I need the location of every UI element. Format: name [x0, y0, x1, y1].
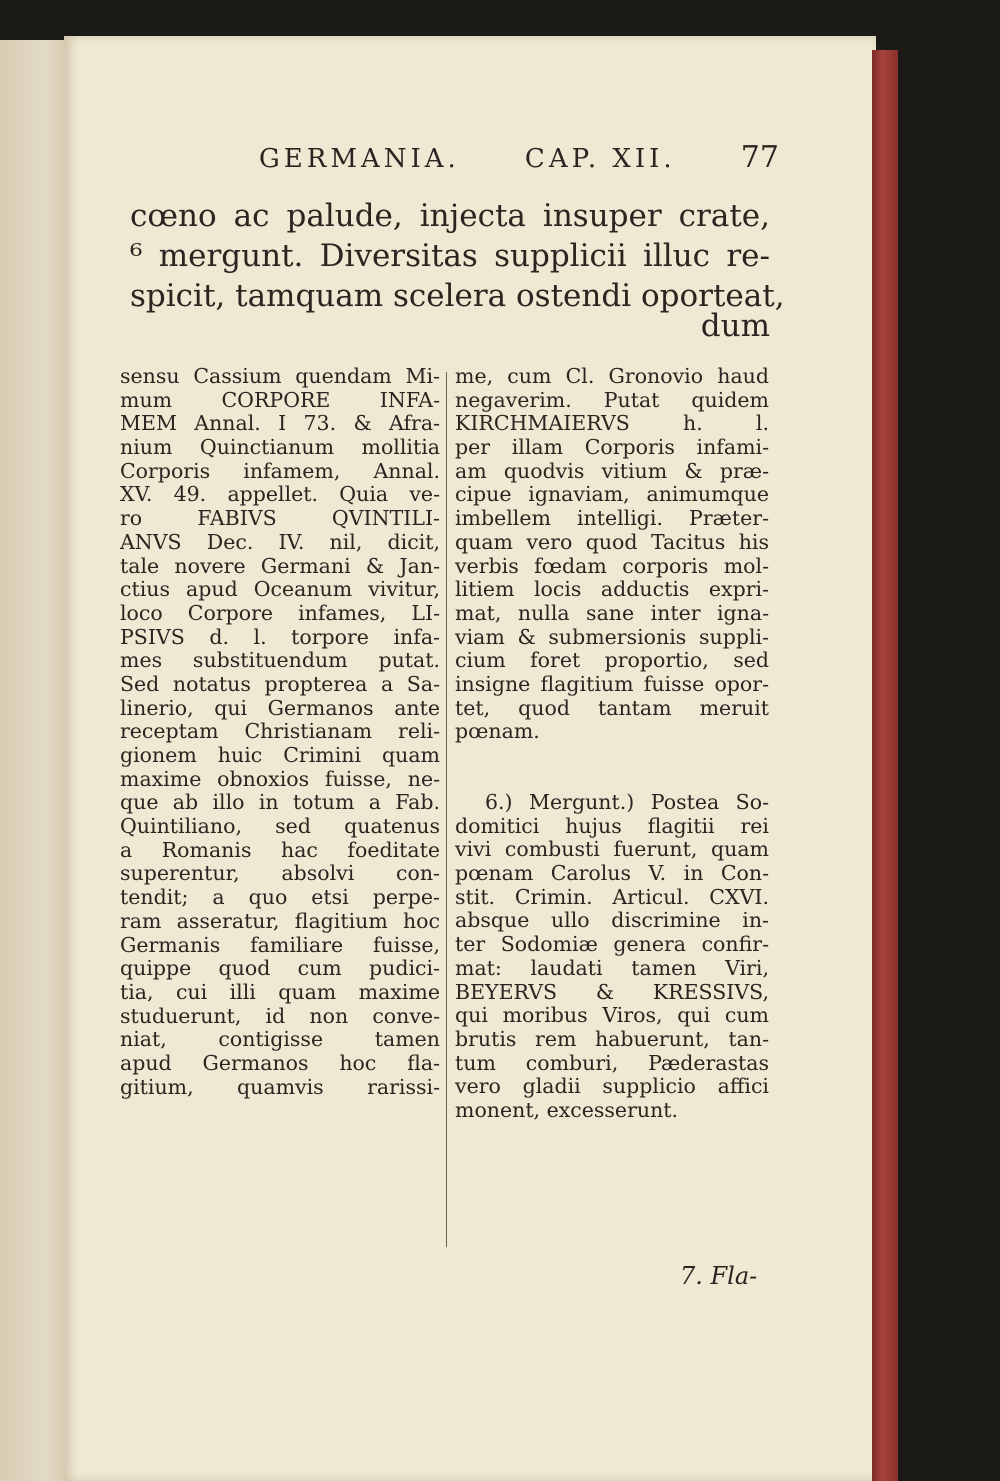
footnote-line: que ab illo in totum a Fab.	[120, 790, 440, 815]
catchword: 7. Fla-	[680, 1262, 758, 1290]
footnote-line: stit. Crimin. Articul. CXVI.	[455, 884, 769, 909]
footnote-line: am quodvis vitium & præ-	[455, 458, 769, 483]
footnote-line: studuerunt, id non conve-	[120, 1003, 440, 1028]
footnote-line: ro FABIVS QVINTILI-	[120, 506, 440, 531]
main-text-line: cœno ac palude, injecta insuper crate,	[130, 198, 770, 234]
footnote-line: mum CORPORE INFA-	[120, 387, 440, 412]
footnote-line: mat: laudati tamen Viri,	[455, 955, 769, 980]
footnote-line: monent, excesserunt.	[455, 1097, 679, 1122]
footnote-gap	[455, 744, 769, 791]
footnote-line: imbellem intelligi. Præter-	[455, 506, 769, 531]
running-head-title: GERMANIA.	[259, 144, 460, 174]
footnote-line: brutis rem habuerunt, tan-	[455, 1026, 769, 1051]
footnote-line: BEYERVS & KRESSIVS,	[455, 979, 769, 1004]
footnote-line: quam vero quod Tacitus his	[455, 529, 769, 554]
footnote-line: Corporis infamem, Annal.	[120, 458, 440, 483]
footnote-line: sensu Cassium quendam Mi-	[120, 364, 440, 388]
footnote-line: Germanis familiare fuisse,	[120, 932, 440, 957]
footnote-line: superentur, absolvi con-	[120, 861, 440, 886]
column-divider	[446, 372, 447, 1247]
running-head	[259, 140, 779, 180]
footnote-line: Quintiliano, sed quatenus	[120, 814, 440, 839]
footnote-line: gionem huic Crimini quam	[120, 743, 440, 767]
footnote-line: cipue ignaviam, animumque	[455, 482, 769, 507]
footnote-line: Sed notatus propterea a Sa-	[120, 671, 440, 696]
footnote-line: vero gladii supplicio affici	[455, 1074, 769, 1099]
footnote-line: KIRCHMAIERVS h. l.	[455, 411, 769, 436]
footnote-line: linerio, qui Germanos ante	[120, 695, 440, 720]
footnote-line: vivi combusti fuerunt, quam	[455, 837, 769, 862]
footnote-line: niat, contigisse tamen	[120, 1027, 440, 1052]
running-head-chapter: CAP. XII.	[524, 144, 676, 174]
footnote-line: MEM Annal. I 73. & Afra-	[120, 411, 440, 436]
footnote-line: qui moribus Viros, qui cum	[455, 1003, 769, 1028]
footnote-line: insigne flagitium fuisse opor-	[455, 671, 769, 696]
footnote-line: per illam Corporis infami-	[455, 435, 769, 460]
footnote-line: gitium, quamvis rarissi-	[120, 1074, 440, 1099]
footnote-line: pœnam Carolus V. in Con-	[455, 861, 769, 886]
footnote-line: me, cum Cl. Gronovio haud	[455, 364, 769, 388]
footnote-line: absque ullo discrimine in-	[455, 908, 769, 933]
footnote-line: tale novere Germani & Jan-	[120, 553, 440, 578]
footnote-line: viam & submersionis suppli-	[455, 624, 769, 649]
main-text-line: spicit, tamquam scelera ostendi oporteat,	[130, 278, 785, 314]
footnote-line: tendit; a quo etsi perpe-	[120, 885, 440, 910]
footnote-line: domitici hujus flagitii rei	[455, 813, 769, 838]
page-number: 77	[740, 140, 779, 175]
book-cover-edge	[872, 50, 898, 1481]
footnote-line: cium foret proportio, sed	[455, 648, 769, 673]
footnote-line: negaverim. Putat quidem	[455, 387, 769, 412]
footnote-line: litiem locis adductis expri-	[455, 577, 769, 602]
footnote-line: receptam Christianam reli-	[120, 719, 440, 744]
footnote-line: ctius apud Oceanum vivitur,	[120, 577, 440, 602]
footnote-line: a Romanis hac foeditate	[120, 837, 440, 862]
footnote-line: nium Quinctianum mollitia	[120, 435, 440, 460]
main-text-line: ⁶ mergunt. Diversitas supplicii illuc re-	[130, 238, 770, 274]
footnote-line: mat, nulla sane inter igna-	[455, 600, 769, 625]
footnote-line: ANVS Dec. IV. nil, dicit,	[120, 529, 440, 554]
footnote-line: ter Sodomiæ genera confir-	[455, 932, 769, 957]
footnote-line: apud Germanos hoc fla-	[120, 1050, 440, 1075]
footnote-line: 6.) Mergunt.) Postea So-	[485, 790, 769, 814]
footnote-line: tia, cui illi quam maxime	[120, 979, 440, 1004]
footnote-line: ram asseratur, flagitium hoc	[120, 908, 440, 933]
footnote-line: tum comburi, Pæderastas	[455, 1050, 769, 1075]
footnote-line: pœnam.	[455, 719, 540, 744]
footnote-line: loco Corpore infames, LI-	[120, 600, 440, 625]
main-text-line: dum	[700, 308, 770, 344]
footnote-line: maxime obnoxios fuisse, ne-	[120, 766, 440, 791]
footnote-line: quippe quod cum pudici-	[120, 956, 440, 981]
footnote-line: verbis fœdam corporis mol-	[455, 553, 769, 578]
footnote-column-left	[120, 365, 440, 1099]
footnote-line: PSIVS d. l. torpore infa-	[120, 624, 440, 649]
footnote-line: mes substituendum putat.	[120, 648, 440, 673]
footnote-line: tet, quod tantam meruit	[455, 695, 769, 720]
footnote-line: XV. 49. appellet. Quia ve-	[120, 482, 440, 507]
footnote-column-right	[455, 365, 769, 1123]
